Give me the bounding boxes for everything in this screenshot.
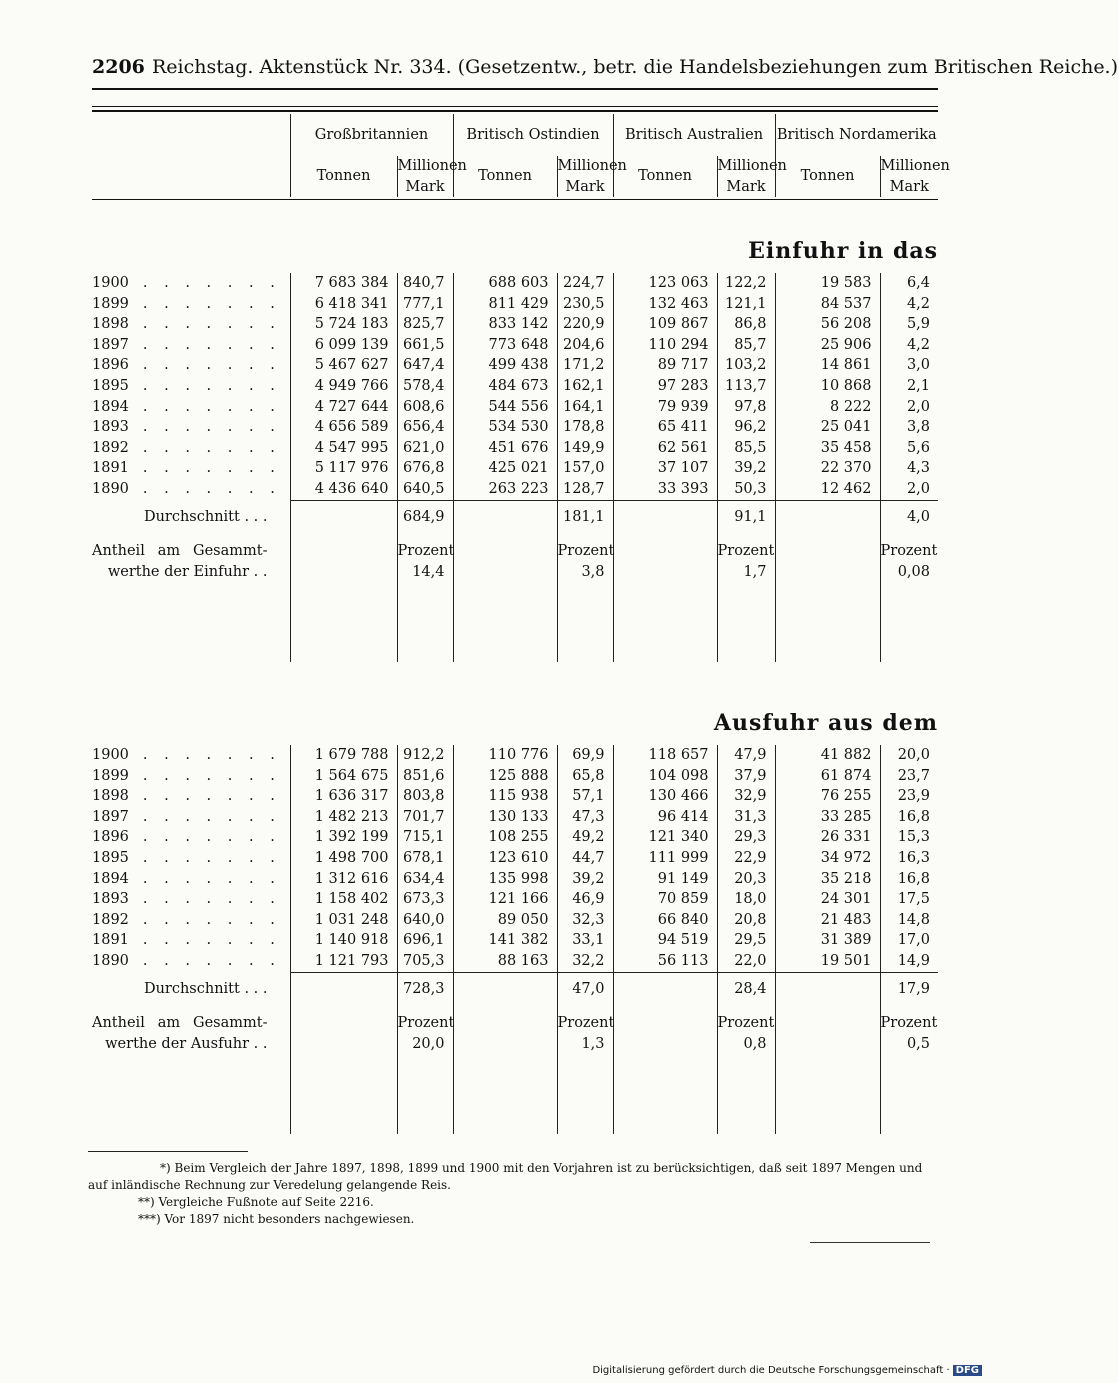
value-cell: 29,5 bbox=[717, 930, 775, 951]
value-cell: 5 117 976 bbox=[290, 458, 397, 479]
value-cell: 777,1 bbox=[397, 294, 453, 315]
table-row bbox=[92, 807, 938, 828]
value-cell: 705,3 bbox=[397, 951, 453, 972]
value-cell: 1 158 402 bbox=[290, 889, 397, 910]
value-cell: 66 840 bbox=[613, 910, 717, 931]
value-cell: 5,9 bbox=[880, 314, 938, 335]
share-value: 3,8 bbox=[557, 562, 613, 583]
value-cell: 32,2 bbox=[557, 951, 613, 972]
col-header-nordamerika: Britisch Nordamerika bbox=[775, 114, 938, 156]
value-cell: 14,8 bbox=[880, 910, 938, 931]
value-cell: 110 294 bbox=[613, 335, 717, 356]
value-cell: 33 285 bbox=[775, 807, 880, 828]
value-cell: 5 467 627 bbox=[290, 355, 397, 376]
footnote-rule bbox=[88, 1151, 248, 1152]
value-cell: 85,7 bbox=[717, 335, 775, 356]
value-cell: 4,3 bbox=[880, 458, 938, 479]
share-value: 0,5 bbox=[880, 1034, 938, 1055]
value-cell: 23,9 bbox=[880, 786, 938, 807]
year-cell: 1892 . . . . . . . bbox=[92, 439, 281, 456]
table-row bbox=[92, 355, 938, 376]
dfg-logo: DFG bbox=[953, 1365, 982, 1376]
value-cell: 1 482 213 bbox=[290, 807, 397, 828]
value-cell: 37,9 bbox=[717, 766, 775, 787]
column-header-table bbox=[92, 114, 950, 197]
value-cell: 640,0 bbox=[397, 910, 453, 931]
value-cell: 3,8 bbox=[880, 417, 938, 438]
average-value: 91,1 bbox=[717, 507, 775, 528]
average-value: 28,4 bbox=[717, 979, 775, 1000]
value-cell: 94 519 bbox=[613, 930, 717, 951]
value-cell: 825,7 bbox=[397, 314, 453, 335]
value-cell: 96,2 bbox=[717, 417, 775, 438]
unit-millionen-mark: Millionen Mark bbox=[557, 156, 613, 197]
value-cell: 608,6 bbox=[397, 397, 453, 418]
value-cell: 89 717 bbox=[613, 355, 717, 376]
value-cell: 56 113 bbox=[613, 951, 717, 972]
value-cell: 121,1 bbox=[717, 294, 775, 315]
value-cell: 840,7 bbox=[397, 273, 453, 294]
year-cell: 1891 . . . . . . . bbox=[92, 460, 281, 477]
value-cell: 621,0 bbox=[397, 438, 453, 459]
value-cell: 803,8 bbox=[397, 786, 453, 807]
value-cell: 634,4 bbox=[397, 869, 453, 890]
value-cell: 4,2 bbox=[880, 294, 938, 315]
value-cell: 640,5 bbox=[397, 479, 453, 500]
value-cell: 135 998 bbox=[453, 869, 557, 890]
value-cell: 661,5 bbox=[397, 335, 453, 356]
value-cell: 14,9 bbox=[880, 951, 938, 972]
value-cell: 35 218 bbox=[775, 869, 880, 890]
value-cell: 833 142 bbox=[453, 314, 557, 335]
value-cell: 676,8 bbox=[397, 458, 453, 479]
value-cell: 111 999 bbox=[613, 848, 717, 869]
table-row bbox=[92, 745, 938, 766]
unit-millionen-mark: Millionen Mark bbox=[880, 156, 938, 197]
value-cell: 125 888 bbox=[453, 766, 557, 787]
value-cell: 678,1 bbox=[397, 848, 453, 869]
table-row bbox=[92, 376, 938, 397]
value-cell: 2,0 bbox=[880, 397, 938, 418]
value-cell: 96 414 bbox=[613, 807, 717, 828]
table-row bbox=[92, 951, 938, 972]
value-cell: 157,0 bbox=[557, 458, 613, 479]
footnotes bbox=[88, 1160, 938, 1228]
table-row bbox=[92, 335, 938, 356]
value-cell: 26 331 bbox=[775, 827, 880, 848]
value-cell: 33,1 bbox=[557, 930, 613, 951]
value-cell: 122,2 bbox=[717, 273, 775, 294]
value-cell: 31 389 bbox=[775, 930, 880, 951]
value-cell: 108 255 bbox=[453, 827, 557, 848]
value-cell: 113,7 bbox=[717, 376, 775, 397]
value-cell: 534 530 bbox=[453, 417, 557, 438]
value-cell: 715,1 bbox=[397, 827, 453, 848]
value-cell: 696,1 bbox=[397, 930, 453, 951]
value-cell: 62 561 bbox=[613, 438, 717, 459]
value-cell: 230,5 bbox=[557, 294, 613, 315]
year-cell: 1900 . . . . . . . bbox=[92, 275, 281, 291]
value-cell: 121 166 bbox=[453, 889, 557, 910]
value-cell: 1 392 199 bbox=[290, 827, 397, 848]
value-cell: 141 382 bbox=[453, 930, 557, 951]
share-value: 1,7 bbox=[717, 562, 775, 583]
year-cell: 1898 . . . . . . . bbox=[92, 316, 281, 333]
value-cell: 4 949 766 bbox=[290, 376, 397, 397]
table-row bbox=[92, 786, 938, 807]
value-cell: 57,1 bbox=[557, 786, 613, 807]
value-cell: 128,7 bbox=[557, 479, 613, 500]
value-cell: 204,6 bbox=[557, 335, 613, 356]
header-bottom-rule bbox=[92, 199, 938, 200]
table-top-rule-2 bbox=[92, 110, 938, 112]
value-cell: 110 776 bbox=[453, 745, 557, 766]
value-cell: 22,9 bbox=[717, 848, 775, 869]
table-row bbox=[92, 417, 938, 438]
value-cell: 4 727 644 bbox=[290, 397, 397, 418]
year-cell: 1895 . . . . . . . bbox=[92, 377, 281, 394]
col-header-australien: Britisch Australien bbox=[613, 114, 775, 156]
value-cell: 22,0 bbox=[717, 951, 775, 972]
value-cell: 4 656 589 bbox=[290, 417, 397, 438]
year-cell: 1900 . . . . . . . bbox=[92, 747, 281, 763]
value-cell: 1 498 700 bbox=[290, 848, 397, 869]
table-row bbox=[92, 273, 938, 294]
year-cell: 1893 . . . . . . . bbox=[92, 891, 281, 908]
value-cell: 22 370 bbox=[775, 458, 880, 479]
value-cell: 4 436 640 bbox=[290, 479, 397, 500]
value-cell: 7 683 384 bbox=[290, 273, 397, 294]
value-cell: 25 041 bbox=[775, 417, 880, 438]
value-cell: 484 673 bbox=[453, 376, 557, 397]
value-cell: 851,6 bbox=[397, 766, 453, 787]
value-cell: 32,3 bbox=[557, 910, 613, 931]
footnote-2: **) Vergleiche Fußnote auf Seite 2216. bbox=[138, 1195, 374, 1209]
value-cell: 3,0 bbox=[880, 355, 938, 376]
value-cell: 16,8 bbox=[880, 807, 938, 828]
table-row bbox=[92, 458, 938, 479]
value-cell: 37 107 bbox=[613, 458, 717, 479]
value-cell: 85,5 bbox=[717, 438, 775, 459]
col-header-grossbritannien: Großbritannien bbox=[290, 114, 453, 156]
share-label: Antheil am Gesammt- bbox=[92, 1015, 268, 1032]
value-cell: 647,4 bbox=[397, 355, 453, 376]
value-cell: 34 972 bbox=[775, 848, 880, 869]
share-row bbox=[92, 1013, 938, 1034]
value-cell: 21 483 bbox=[775, 910, 880, 931]
value-cell: 33 393 bbox=[613, 479, 717, 500]
value-cell: 14 861 bbox=[775, 355, 880, 376]
credit-text: Digitalisierung gefördert durch die Deutsche Forschungsgemeinschaft · bbox=[592, 1365, 950, 1376]
value-cell: 12 462 bbox=[775, 479, 880, 500]
value-cell: 24 301 bbox=[775, 889, 880, 910]
export-section-title: Ausfuhr aus dem bbox=[713, 710, 938, 736]
value-cell: 25 906 bbox=[775, 335, 880, 356]
percent-unit: Prozent bbox=[557, 1013, 613, 1034]
table-row bbox=[92, 479, 938, 500]
average-value: 728,3 bbox=[397, 979, 453, 1000]
value-cell: 6 418 341 bbox=[290, 294, 397, 315]
value-cell: 18,0 bbox=[717, 889, 775, 910]
value-cell: 31,3 bbox=[717, 807, 775, 828]
year-cell: 1894 . . . . . . . bbox=[92, 398, 281, 415]
value-cell: 1 312 616 bbox=[290, 869, 397, 890]
year-cell: 1898 . . . . . . . bbox=[92, 788, 281, 805]
table-row bbox=[92, 438, 938, 459]
value-cell: 451 676 bbox=[453, 438, 557, 459]
closing-rule bbox=[810, 1242, 930, 1243]
value-cell: 5 724 183 bbox=[290, 314, 397, 335]
value-cell: 688 603 bbox=[453, 273, 557, 294]
share-label-2: werthe der Ausfuhr . . bbox=[105, 1035, 268, 1052]
value-cell: 130 466 bbox=[613, 786, 717, 807]
value-cell: 164,1 bbox=[557, 397, 613, 418]
table-row bbox=[92, 314, 938, 335]
share-value: 0,8 bbox=[717, 1034, 775, 1055]
value-cell: 97 283 bbox=[613, 376, 717, 397]
share-value: 1,3 bbox=[557, 1034, 613, 1055]
year-cell: 1891 . . . . . . . bbox=[92, 932, 281, 949]
value-cell: 4 547 995 bbox=[290, 438, 397, 459]
value-cell: 578,4 bbox=[397, 376, 453, 397]
percent-unit: Prozent bbox=[880, 541, 938, 562]
average-label: Durchschnitt . . . bbox=[143, 508, 268, 525]
share-label: Antheil am Gesammt- bbox=[92, 543, 268, 560]
value-cell: 16,8 bbox=[880, 869, 938, 890]
average-row bbox=[92, 507, 938, 528]
table-row bbox=[92, 930, 938, 951]
value-cell: 103,2 bbox=[717, 355, 775, 376]
unit-millionen-mark: Millionen Mark bbox=[717, 156, 775, 197]
value-cell: 130 133 bbox=[453, 807, 557, 828]
year-cell: 1890 . . . . . . . bbox=[92, 953, 281, 970]
value-cell: 20,0 bbox=[880, 745, 938, 766]
value-cell: 23,7 bbox=[880, 766, 938, 787]
value-cell: 69,9 bbox=[557, 745, 613, 766]
value-cell: 263 223 bbox=[453, 479, 557, 500]
col-header-ostindien: Britisch Ostindien bbox=[453, 114, 613, 156]
year-cell: 1899 . . . . . . . bbox=[92, 767, 281, 784]
digitization-credit bbox=[592, 1365, 982, 1376]
import-section-title: Einfuhr in das bbox=[748, 238, 938, 264]
percent-unit: Prozent bbox=[397, 1013, 453, 1034]
share-value: 20,0 bbox=[397, 1034, 453, 1055]
average-value: 47,0 bbox=[557, 979, 613, 1000]
year-cell: 1894 . . . . . . . bbox=[92, 870, 281, 887]
value-cell: 46,9 bbox=[557, 889, 613, 910]
value-cell: 425 021 bbox=[453, 458, 557, 479]
value-cell: 701,7 bbox=[397, 807, 453, 828]
table-row bbox=[92, 397, 938, 418]
value-cell: 35 458 bbox=[775, 438, 880, 459]
value-cell: 91 149 bbox=[613, 869, 717, 890]
value-cell: 19 583 bbox=[775, 273, 880, 294]
value-cell: 16,3 bbox=[880, 848, 938, 869]
value-cell: 32,9 bbox=[717, 786, 775, 807]
value-cell: 50,3 bbox=[717, 479, 775, 500]
year-cell: 1890 . . . . . . . bbox=[92, 481, 281, 498]
unit-tonnen: Tonnen bbox=[613, 156, 717, 197]
value-cell: 17,0 bbox=[880, 930, 938, 951]
year-cell: 1896 . . . . . . . bbox=[92, 829, 281, 846]
value-cell: 19 501 bbox=[775, 951, 880, 972]
table-row bbox=[92, 848, 938, 869]
value-cell: 1 140 918 bbox=[290, 930, 397, 951]
export-table bbox=[92, 745, 938, 1134]
average-value: 4,0 bbox=[880, 507, 938, 528]
year-cell: 1897 . . . . . . . bbox=[92, 336, 281, 353]
value-cell: 811 429 bbox=[453, 294, 557, 315]
value-cell: 56 208 bbox=[775, 314, 880, 335]
value-cell: 20,3 bbox=[717, 869, 775, 890]
value-cell: 49,2 bbox=[557, 827, 613, 848]
import-table bbox=[92, 273, 938, 662]
average-value: 684,9 bbox=[397, 507, 453, 528]
table-row bbox=[92, 766, 938, 787]
table-row bbox=[92, 910, 938, 931]
percent-unit: Prozent bbox=[880, 1013, 938, 1034]
year-cell: 1895 . . . . . . . bbox=[92, 849, 281, 866]
year-cell: 1899 . . . . . . . bbox=[92, 295, 281, 312]
value-cell: 544 556 bbox=[453, 397, 557, 418]
value-cell: 6,4 bbox=[880, 273, 938, 294]
page-header-title: Reichstag. Aktenstück Nr. 334. (Gesetzentw., betr. die Handelsbeziehungen zum Britischen Reiche.) bbox=[152, 56, 1118, 78]
value-cell: 6 099 139 bbox=[290, 335, 397, 356]
percent-unit: Prozent bbox=[557, 541, 613, 562]
value-cell: 61 874 bbox=[775, 766, 880, 787]
value-cell: 2,0 bbox=[880, 479, 938, 500]
value-cell: 1 031 248 bbox=[290, 910, 397, 931]
value-cell: 15,3 bbox=[880, 827, 938, 848]
footnote-1: *) Beim Vergleich der Jahre 1897, 1898, 1899 und 1900 mit den Vorjahren ist zu berücksichtigen, daß seit 1897 Mengen und auf inländische Rechnung zur Veredelung gelangende Reis. bbox=[88, 1161, 923, 1192]
header-rule bbox=[92, 88, 938, 90]
value-cell: 88 163 bbox=[453, 951, 557, 972]
average-value: 181,1 bbox=[557, 507, 613, 528]
value-cell: 132 463 bbox=[613, 294, 717, 315]
share-value: 0,08 bbox=[880, 562, 938, 583]
value-cell: 79 939 bbox=[613, 397, 717, 418]
value-cell: 1 564 675 bbox=[290, 766, 397, 787]
unit-tonnen: Tonnen bbox=[775, 156, 880, 197]
year-cell: 1897 . . . . . . . bbox=[92, 808, 281, 825]
value-cell: 84 537 bbox=[775, 294, 880, 315]
value-cell: 499 438 bbox=[453, 355, 557, 376]
share-row bbox=[92, 541, 938, 562]
value-cell: 121 340 bbox=[613, 827, 717, 848]
table-row bbox=[92, 889, 938, 910]
value-cell: 220,9 bbox=[557, 314, 613, 335]
value-cell: 2,1 bbox=[880, 376, 938, 397]
value-cell: 44,7 bbox=[557, 848, 613, 869]
value-cell: 656,4 bbox=[397, 417, 453, 438]
value-cell: 773 648 bbox=[453, 335, 557, 356]
table-row bbox=[92, 869, 938, 890]
value-cell: 65 411 bbox=[613, 417, 717, 438]
value-cell: 4,2 bbox=[880, 335, 938, 356]
value-cell: 97,8 bbox=[717, 397, 775, 418]
percent-unit: Prozent bbox=[717, 1013, 775, 1034]
average-label: Durchschnitt . . . bbox=[143, 980, 268, 997]
unit-tonnen: Tonnen bbox=[290, 156, 397, 197]
value-cell: 65,8 bbox=[557, 766, 613, 787]
value-cell: 912,2 bbox=[397, 745, 453, 766]
year-cell: 1893 . . . . . . . bbox=[92, 419, 281, 436]
value-cell: 8 222 bbox=[775, 397, 880, 418]
page-number: 2206 bbox=[92, 56, 145, 78]
value-cell: 29,3 bbox=[717, 827, 775, 848]
value-cell: 41 882 bbox=[775, 745, 880, 766]
year-cell: 1892 . . . . . . . bbox=[92, 911, 281, 928]
value-cell: 39,2 bbox=[717, 458, 775, 479]
share-value: 14,4 bbox=[397, 562, 453, 583]
value-cell: 109 867 bbox=[613, 314, 717, 335]
year-cell: 1896 . . . . . . . bbox=[92, 357, 281, 374]
value-cell: 123 063 bbox=[613, 273, 717, 294]
value-cell: 118 657 bbox=[613, 745, 717, 766]
value-cell: 1 679 788 bbox=[290, 745, 397, 766]
value-cell: 70 859 bbox=[613, 889, 717, 910]
footnote-3: ***) Vor 1897 nicht besonders nachgewiesen. bbox=[138, 1212, 415, 1226]
value-cell: 39,2 bbox=[557, 869, 613, 890]
value-cell: 1 636 317 bbox=[290, 786, 397, 807]
value-cell: 47,9 bbox=[717, 745, 775, 766]
average-value: 17,9 bbox=[880, 979, 938, 1000]
table-row bbox=[92, 827, 938, 848]
value-cell: 178,8 bbox=[557, 417, 613, 438]
share-label-2: werthe der Einfuhr . . bbox=[107, 563, 268, 580]
table-row bbox=[92, 294, 938, 315]
percent-unit: Prozent bbox=[717, 541, 775, 562]
value-cell: 10 868 bbox=[775, 376, 880, 397]
value-cell: 123 610 bbox=[453, 848, 557, 869]
value-cell: 17,5 bbox=[880, 889, 938, 910]
value-cell: 171,2 bbox=[557, 355, 613, 376]
percent-unit: Prozent bbox=[397, 541, 453, 562]
value-cell: 224,7 bbox=[557, 273, 613, 294]
value-cell: 89 050 bbox=[453, 910, 557, 931]
value-cell: 149,9 bbox=[557, 438, 613, 459]
value-cell: 47,3 bbox=[557, 807, 613, 828]
value-cell: 20,8 bbox=[717, 910, 775, 931]
value-cell: 76 255 bbox=[775, 786, 880, 807]
value-cell: 162,1 bbox=[557, 376, 613, 397]
average-row bbox=[92, 979, 938, 1000]
value-cell: 1 121 793 bbox=[290, 951, 397, 972]
value-cell: 115 938 bbox=[453, 786, 557, 807]
value-cell: 86,8 bbox=[717, 314, 775, 335]
value-cell: 5,6 bbox=[880, 438, 938, 459]
value-cell: 673,3 bbox=[397, 889, 453, 910]
value-cell: 104 098 bbox=[613, 766, 717, 787]
page-header bbox=[92, 56, 1118, 86]
table-top-rule-1 bbox=[92, 106, 938, 107]
stub-header bbox=[92, 114, 290, 156]
unit-tonnen: Tonnen bbox=[453, 156, 557, 197]
unit-millionen-mark: Millionen Mark bbox=[397, 156, 453, 197]
